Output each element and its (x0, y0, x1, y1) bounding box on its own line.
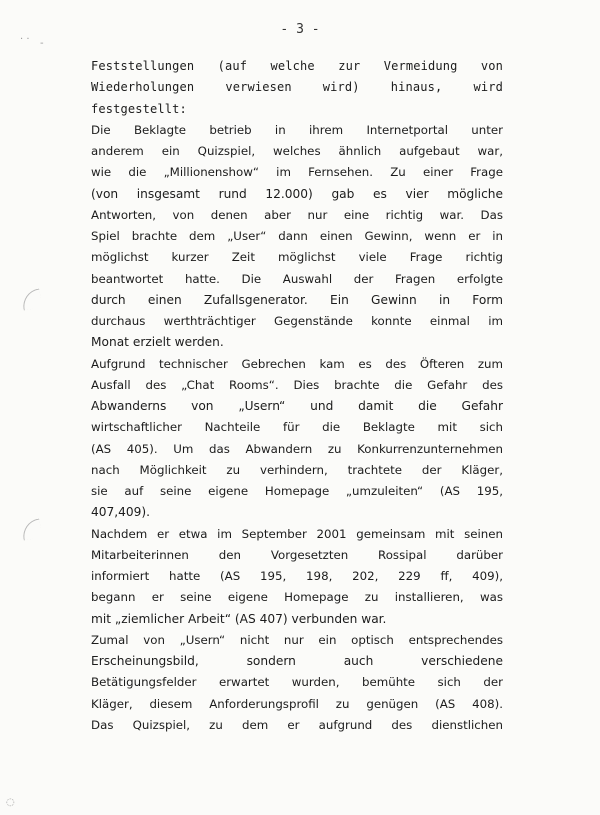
text-line: Zumal von „Usern“ nicht nur ein optisch entsprechendes (91, 632, 503, 647)
text-line: Mitarbeiterinnen den Vorgesetzten Rossipal darüber (91, 547, 503, 562)
text-line: anderem ein Quizspiel, welches ähnlich aufgebaut war, (91, 144, 503, 158)
text-line: (von insgesamt rund 12.000) gab es vier mögliche (91, 186, 503, 201)
text-line: sie auf seine eigene Homepage „umzuleiten“ (AS 195, (91, 484, 503, 498)
text-line: wie die „Millionenshow“ im Fernsehen. Zu einer Frage (91, 165, 503, 180)
text-line: begann er seine eigene Homepage zu installieren, was (91, 590, 503, 605)
text-line: durch einen Zufallsgenerator. Ein Gewinn in Form (91, 292, 503, 307)
text-line: (AS 405). Um das Abwandern zu Konkurrenzunternehmen (91, 441, 503, 456)
text-line: Monat erzielt werden. (91, 335, 224, 350)
scan-speck: - (40, 38, 44, 49)
text-line: möglichst kurzer Zeit möglichst viele Frage richtig (91, 250, 503, 265)
text-line: Erscheinungsbild, sondern auch verschiedene (91, 654, 503, 668)
scan-speck: ◌ (6, 797, 15, 808)
text-line: beantwortet hatte. Die Auswahl der Fragen erfolgte (91, 271, 503, 286)
page-number: - 3 - (280, 22, 320, 37)
text-line: mit „ziemlicher Arbeit“ (AS 407) verbunden war. (91, 611, 387, 626)
text-line: Ausfall des „Chat Rooms“. Dies brachte die Gefahr des (91, 377, 503, 392)
punch-hole-mark (20, 518, 42, 540)
text-line: Kläger, diesem Anforderungsprofil zu genügen (AS 408). (91, 696, 503, 711)
text-line: Betätigungsfelder erwartet wurden, bemühte sich der (91, 675, 503, 690)
text-line: Feststellungen (auf welche zur Vermeidung von (91, 59, 503, 73)
text-line: Antworten, von denen aber nur eine richtig war. Das (91, 207, 503, 222)
text-line: wirtschaftlicher Nachteile für die Beklagte mit sich (91, 420, 503, 435)
document-body (91, 56, 503, 736)
punch-hole-mark (20, 288, 42, 310)
text-line: Aufgrund technischer Gebrechen kam es des Öfteren zum (91, 356, 503, 371)
text-line: 407,409). (91, 505, 151, 520)
text-line: informiert hatte (AS 195, 198, 202, 229 ff, 409), (91, 569, 503, 583)
text-line: Die Beklagte betrieb in ihrem Internetportal unter (91, 122, 503, 137)
text-line: Abwanderns von „Usern“ und damit die Gefahr (91, 399, 503, 413)
text-line: Spiel brachte dem „User“ dann einen Gewinn, wenn er in (91, 229, 503, 243)
text-line: Wiederholungen verwiesen wird) hinaus, wird (91, 80, 503, 95)
text-line: Das Quizspiel, zu dem er aufgrund des dienstlichen (91, 717, 503, 732)
text-line: nach Möglichkeit zu verhindern, trachtete der Kläger, (91, 462, 503, 477)
text-line: festgestellt: (91, 101, 187, 116)
text-line: durchaus werthträchtiger Gegenstände konnte einmal im (91, 314, 503, 328)
scan-speck: · · (20, 34, 30, 45)
text-line: Nachdem er etwa im September 2001 gemeinsam mit seinen (91, 526, 503, 541)
